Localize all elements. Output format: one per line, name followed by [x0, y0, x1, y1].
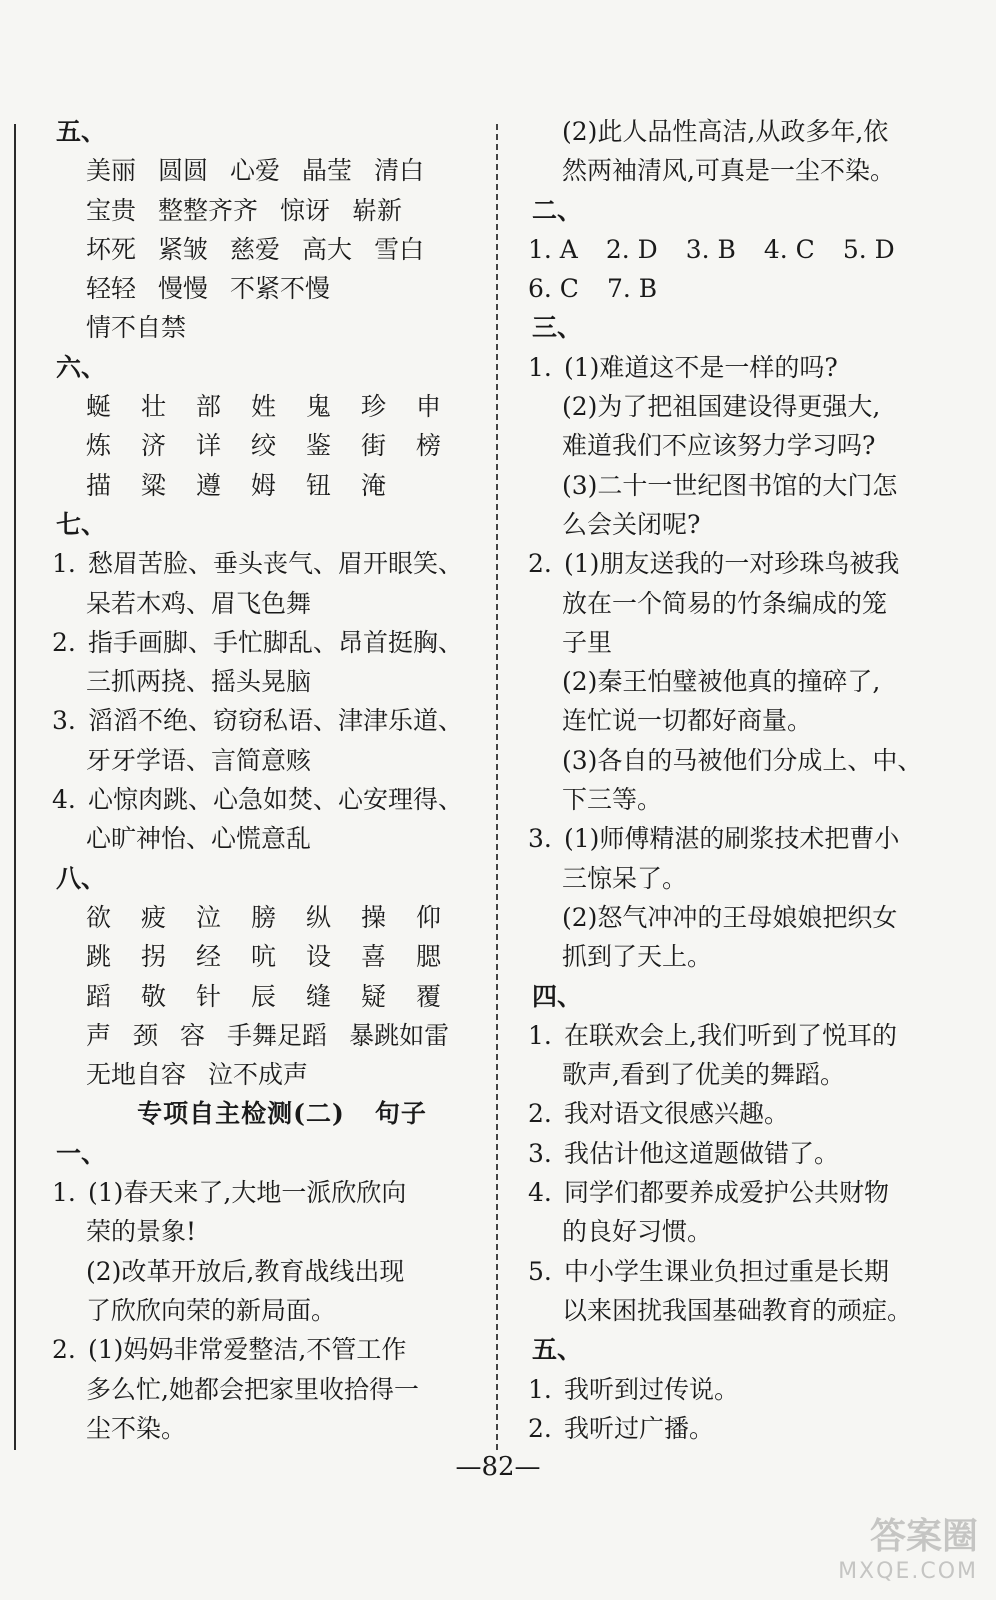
char: 姆	[251, 470, 277, 500]
item-number: 3.	[528, 1138, 552, 1168]
p3-item-2-line-7: 下三等。	[562, 785, 663, 815]
s6-row-3	[52, 466, 472, 505]
p1-item-2-line-3: 尘不染。	[86, 1413, 187, 1443]
s5-row-4	[52, 269, 472, 308]
left-column	[52, 112, 472, 1448]
item-number: 4.	[52, 785, 76, 815]
item-number: 4.	[528, 1178, 552, 1208]
char: 姓	[251, 392, 277, 422]
part-1-heading: 一、	[56, 1138, 107, 1168]
continued-line-2: 然两袖清风,可真是一尘不染。	[562, 156, 895, 186]
char: 粱	[141, 470, 167, 500]
part-4-heading: 四、	[532, 981, 583, 1011]
p1-item-2-line-2: 多么忙,她都会把家里收拾得一	[86, 1374, 419, 1404]
word: 颈	[133, 1020, 159, 1050]
section-6-heading: 六、	[56, 352, 107, 382]
item-number: 5.	[528, 1256, 552, 1286]
p5-item-1	[528, 1370, 968, 1409]
part-5-heading: 五、	[532, 1335, 583, 1365]
char: 部	[196, 392, 222, 422]
char: 蹈	[86, 981, 112, 1011]
choice-answer: 6. C	[528, 274, 579, 304]
s7-item-1-line-1	[52, 544, 472, 583]
item-number: 1.	[528, 1020, 552, 1050]
p1-item-1-line-1	[52, 1173, 472, 1212]
item-text: 愁眉苦脸、垂头丧气、眉开眼笑、	[88, 549, 464, 579]
word: 雪白	[374, 234, 425, 264]
word: 宝贵	[86, 195, 137, 225]
column-divider	[496, 124, 498, 1450]
char: 蜒	[86, 392, 112, 422]
page-number: —82—	[455, 1452, 541, 1482]
word: 容	[180, 1020, 206, 1050]
s5-row-2	[52, 191, 472, 230]
char: 济	[141, 431, 167, 461]
char: 缝	[306, 981, 332, 1011]
char: 纵	[306, 902, 332, 932]
char: 榜	[416, 431, 442, 461]
s5-row-5	[52, 308, 472, 347]
item-number: 3.	[528, 824, 552, 854]
item-text: (1)妈妈非常爱整洁,不管工作	[88, 1335, 407, 1365]
word: 无地自容	[86, 1060, 187, 1090]
char: 覆	[416, 981, 442, 1011]
p1-item-1-line-4: 了欣欣向荣的新局面。	[86, 1295, 337, 1325]
p3-item-2-line-5: 连忙说一切都好商量。	[562, 706, 813, 736]
char: 腮	[416, 942, 442, 972]
continued-line-1: (2)此人品性高洁,从政多年,依	[562, 117, 889, 146]
char: 壮	[141, 392, 167, 422]
p3-item-2-line-2: 放在一个简易的竹条编成的笼	[562, 588, 888, 618]
item-number: 2.	[528, 1099, 552, 1129]
char: 珍	[361, 392, 387, 422]
char: 敬	[141, 981, 167, 1011]
word: 手舞足蹈	[227, 1020, 328, 1050]
s6-row-1	[52, 387, 472, 426]
p3-item-3-line-2: 三惊呆了。	[562, 863, 688, 893]
p4-item-4-line-1	[528, 1173, 968, 1212]
item-text: 我对语文很感兴趣。	[564, 1099, 790, 1129]
s8-row-1	[52, 898, 472, 937]
p5-item-2	[528, 1409, 968, 1448]
item-text: 同学们都要养成爱护公共财物	[564, 1178, 890, 1208]
item-text: 在联欢会上,我们听到了悦耳的	[564, 1020, 897, 1050]
word: 坏死	[86, 234, 137, 264]
item-text: (1)难道这不是一样的吗?	[564, 352, 838, 382]
char: 疑	[361, 981, 387, 1011]
char: 遵	[196, 470, 222, 500]
p1-item-1-line-3: (2)改革开放后,教育战线出现	[86, 1256, 405, 1286]
s7-item-2-line-2: 三抓两挠、摇头晃脑	[86, 667, 312, 697]
char: 疲	[141, 902, 167, 932]
part-2-heading: 二、	[532, 195, 583, 225]
choice-answer: 5. D	[842, 234, 895, 264]
section-title	[52, 1094, 472, 1133]
char: 钮	[306, 470, 332, 500]
item-number: 2.	[528, 1413, 552, 1443]
char: 设	[306, 942, 332, 972]
word: 整整齐齐	[158, 195, 259, 225]
choice-answer: 3. B	[685, 234, 736, 264]
section-8-heading: 八、	[56, 863, 107, 893]
p4-item-2	[528, 1094, 968, 1133]
word: 不紧不慢	[230, 274, 331, 304]
p3-item-1-line-4: (3)二十一世纪图书馆的大门怎	[562, 470, 898, 500]
item-text: 心惊肉跳、心急如焚、心安理得、	[88, 785, 464, 815]
word: 情不自禁	[86, 313, 187, 343]
char: 跳	[86, 942, 112, 972]
s7-item-4-line-1	[52, 780, 472, 819]
s8-row-5	[52, 1055, 472, 1094]
item-text: 指手画脚、手忙脚乱、昂首挺胸、	[88, 627, 464, 657]
char: 淹	[361, 470, 387, 500]
word: 美丽	[86, 156, 137, 186]
p3-item-1-line-1	[528, 348, 968, 387]
char: 炼	[86, 431, 112, 461]
item-number: 1.	[528, 1374, 552, 1404]
word: 惊讶	[280, 195, 331, 225]
word: 紧皱	[158, 234, 209, 264]
item-number: 1.	[52, 549, 76, 579]
p3-item-3-line-1	[528, 819, 968, 858]
char: 绞	[251, 431, 277, 461]
p1-item-2-line-1	[52, 1330, 472, 1369]
word: 慢慢	[158, 274, 209, 304]
s7-item-3-line-2: 牙牙学语、言简意赅	[86, 745, 312, 775]
section-7-heading: 七、	[56, 509, 107, 539]
char: 欲	[86, 902, 112, 932]
item-text: (1)朋友送我的一对珍珠鸟被我	[564, 549, 900, 579]
p3-item-1-line-3: 难道我们不应该努力学习吗?	[562, 431, 876, 461]
choice-answer: 1. A	[528, 234, 578, 264]
item-number: 2.	[528, 549, 552, 579]
p4-item-5-line-1	[528, 1252, 968, 1291]
char: 街	[361, 431, 387, 461]
p2-answers-row-2	[528, 269, 968, 308]
item-text: (1)师傅精湛的刷浆技术把曹小	[564, 824, 900, 854]
p4-item-3	[528, 1134, 968, 1173]
s8-row-3	[52, 977, 472, 1016]
p2-answers-row-1	[528, 230, 968, 269]
char: 膀	[251, 902, 277, 932]
word: 轻轻	[86, 274, 137, 304]
p4-item-5-line-2: 以来困扰我国基础教育的顽症。	[562, 1295, 913, 1325]
section-title-sub: 句子	[374, 1099, 427, 1129]
char: 仰	[416, 902, 442, 932]
p3-item-2-line-1	[528, 544, 968, 583]
p1-item-1-line-2: 荣的景象!	[86, 1217, 197, 1247]
item-number: 2.	[52, 1335, 76, 1365]
char: 描	[86, 470, 112, 500]
s7-item-2-line-1	[52, 623, 472, 662]
right-column	[528, 112, 968, 1448]
s7-item-4-line-2: 心旷神怡、心慌意乱	[86, 824, 312, 854]
p3-item-3-line-3: (2)怒气冲冲的王母娘娘把织女	[562, 902, 898, 932]
item-text: 我听到过传说。	[564, 1374, 740, 1404]
s7-item-3-line-1	[52, 701, 472, 740]
char: 操	[361, 902, 387, 932]
word: 慈爱	[230, 234, 281, 264]
s6-row-2	[52, 426, 472, 465]
choice-answer: 2. D	[605, 234, 658, 264]
item-text: 滔滔不绝、窃窃私语、津津乐道、	[88, 706, 464, 736]
char: 喜	[361, 942, 387, 972]
char: 申	[416, 392, 442, 422]
word: 圆圆	[158, 156, 209, 186]
p3-item-1-line-2: (2)为了把祖国建设得更强大,	[562, 392, 881, 422]
word: 心爱	[230, 156, 281, 186]
s5-row-1	[52, 151, 472, 190]
p4-item-1-line-2: 歌声,看到了优美的舞蹈。	[562, 1060, 845, 1090]
item-text: (1)春天来了,大地一派欣欣向	[88, 1178, 407, 1208]
part-3-heading: 三、	[532, 313, 583, 343]
item-number: 1.	[528, 352, 552, 382]
char: 吭	[251, 942, 277, 972]
choice-answer: 4. C	[763, 234, 815, 264]
char: 辰	[251, 981, 277, 1011]
char: 详	[196, 431, 222, 461]
watermark-text: 答案圈	[869, 1516, 978, 1557]
word: 泣不成声	[208, 1060, 309, 1090]
p3-item-2-line-3: 子里	[562, 627, 613, 657]
char: 针	[196, 981, 222, 1011]
char: 鬼	[306, 392, 332, 422]
char: 鉴	[306, 431, 332, 461]
p3-item-2-line-4: (2)秦王怕璧被他真的撞碎了,	[562, 667, 881, 697]
item-number: 3.	[52, 706, 76, 736]
watermark-logo	[828, 1508, 978, 1584]
char: 拐	[141, 942, 167, 972]
char: 经	[196, 942, 222, 972]
section-title-main: 专项自主检测(二)	[137, 1099, 345, 1129]
s7-item-1-line-2: 呆若木鸡、眉飞色舞	[86, 588, 312, 618]
word: 晶莹	[302, 156, 353, 186]
p3-item-3-line-4: 抓到了天上。	[562, 942, 713, 972]
word: 高大	[302, 234, 353, 264]
item-number: 2.	[52, 627, 76, 657]
word: 崭新	[352, 195, 403, 225]
p4-item-1-line-1	[528, 1016, 968, 1055]
left-margin-rule	[14, 124, 16, 1450]
p4-item-4-line-2: 的良好习惯。	[562, 1217, 713, 1247]
item-number: 1.	[52, 1178, 76, 1208]
section-5-heading: 五、	[56, 117, 107, 146]
p3-item-1-line-5: 么会关闭呢?	[562, 509, 701, 539]
word: 清白	[374, 156, 425, 186]
choice-answer: 7. B	[606, 274, 658, 304]
word: 暴跳如雷	[349, 1020, 450, 1050]
watermark-domain: MXQE.COM	[838, 1559, 978, 1584]
char: 泣	[196, 902, 222, 932]
item-text: 我听过广播。	[564, 1413, 715, 1443]
s8-row-2	[52, 937, 472, 976]
p3-item-2-line-6: (3)各自的马被他们分成上、中、	[562, 745, 923, 775]
s5-row-3	[52, 230, 472, 269]
word: 声	[86, 1020, 112, 1050]
s8-row-4	[52, 1016, 472, 1055]
item-text: 中小学生课业负担过重是长期	[564, 1256, 890, 1286]
item-text: 我估计他这道题做错了。	[564, 1138, 840, 1168]
